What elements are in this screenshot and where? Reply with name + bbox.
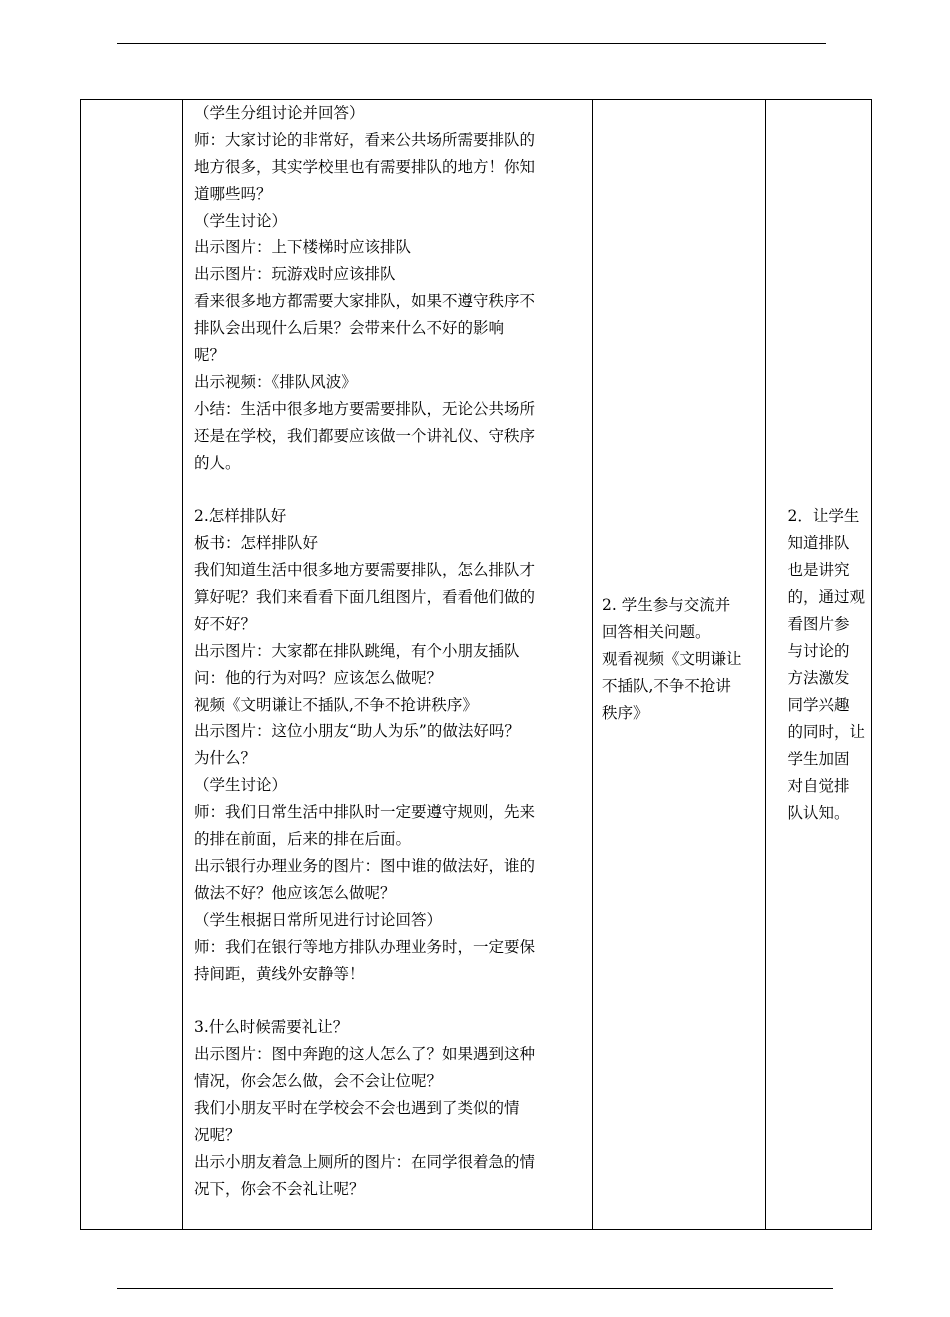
process-line: 为什么？ bbox=[194, 749, 257, 768]
process-line: 出示视频：《排队风波》 bbox=[194, 372, 357, 391]
process-line: 问：他的行为对吗？应该怎么做呢？ bbox=[194, 668, 443, 687]
process-line: 况下，你会不会礼让呢？ bbox=[194, 1179, 365, 1198]
process-line: 况呢？ bbox=[194, 1125, 241, 1144]
process-line: 我们小朋友平时在学校会不会也遇到了类似的情 bbox=[194, 1098, 520, 1117]
design-intent-line: 知道排队 bbox=[787, 533, 850, 552]
process-line: 地方很多，其实学校里也有需要排队的地方！你知 bbox=[194, 157, 536, 176]
blank-line bbox=[194, 476, 584, 503]
process-line: 算好呢？我们来看看下面几组图片，看看他们做的 bbox=[194, 588, 536, 607]
design-intent-line: 对自觉排 bbox=[787, 776, 850, 795]
process-line: 2.怎样排队好 bbox=[194, 507, 287, 526]
process-line: 出示图片：大家都在排队跳绳，有个小朋友插队 bbox=[194, 641, 520, 660]
process-line: 板书：怎样排队好 bbox=[194, 534, 319, 553]
student-activity-line: 秩序》 bbox=[602, 703, 649, 722]
design-intent-line: 的，通过观 bbox=[787, 587, 866, 606]
student-activity-line: 不插队,不争不抢讲 bbox=[602, 676, 731, 695]
section-cell bbox=[81, 100, 183, 1230]
process-line: （学生分组讨论并回答） bbox=[194, 104, 365, 122]
footer-rule bbox=[117, 1288, 833, 1289]
process-line: 做法不好？他应该怎么做呢？ bbox=[194, 883, 396, 902]
process-line: 师：我们在银行等地方排队办理业务时，一定要保 bbox=[194, 937, 536, 956]
process-line: 出示图片：图中奔跑的这人怎么了？如果遇到这种 bbox=[194, 1045, 536, 1064]
header-rule bbox=[117, 43, 826, 44]
process-line: 的人。 bbox=[194, 453, 241, 472]
design-intent-line: 学生加固 bbox=[787, 749, 850, 768]
blank-line bbox=[194, 987, 584, 1014]
process-line: 小结：生活中很多地方要需要排队，无论公共场所 bbox=[194, 399, 536, 418]
process-line: （学生讨论） bbox=[194, 211, 288, 230]
process-line: 师：大家讨论的非常好，看来公共场所需要排队的 bbox=[194, 130, 536, 149]
process-line: 3.什么时候需要礼让？ bbox=[194, 1018, 349, 1037]
process-line: 情况，你会怎么做，会不会让位呢？ bbox=[194, 1072, 443, 1091]
process-line: 持间距，黄线外安静等！ bbox=[194, 964, 365, 983]
process-line: 好不好？ bbox=[194, 614, 257, 633]
process-line: 道哪些吗？ bbox=[194, 184, 272, 203]
student-activity-line: 2. 学生参与交流并 bbox=[602, 596, 731, 615]
teaching-process-cell bbox=[183, 100, 593, 1230]
design-intent-line: 方法激发 bbox=[787, 668, 850, 687]
process-line: 的排在前面，后来的排在后面。 bbox=[194, 830, 412, 849]
design-intent-text bbox=[787, 503, 866, 827]
process-line: 出示图片：这位小朋友“助人为乐”的做法好吗？ bbox=[194, 722, 520, 741]
process-line: 出示图片：上下楼梯时应该排队 bbox=[194, 238, 412, 257]
process-line: 还是在学校，我们都要应该做一个讲礼仪、守秩序 bbox=[194, 426, 536, 445]
design-intent-line: 队认知。 bbox=[787, 803, 850, 822]
student-activity-line: 观看视频《文明谦让 bbox=[602, 650, 742, 669]
lesson-plan-table bbox=[80, 99, 872, 1230]
design-intent-line: 同学兴趣 bbox=[787, 695, 850, 714]
process-line: 视频《文明谦让不插队,不争不抢讲秩序》 bbox=[194, 695, 478, 714]
process-line: 看来很多地方都需要大家排队，如果不遵守秩序不 bbox=[194, 292, 536, 311]
design-intent-cell bbox=[766, 100, 872, 1230]
table-row bbox=[81, 100, 872, 1230]
design-intent-line: 看图片参 bbox=[787, 614, 850, 633]
process-line: 呢？ bbox=[194, 346, 226, 365]
student-activity-line: 回答相关问题。 bbox=[602, 623, 711, 642]
design-intent-line: 2．让学生 bbox=[787, 506, 860, 525]
design-intent-line: 也是讲究 bbox=[787, 560, 850, 579]
student-activity-cell bbox=[593, 100, 766, 1230]
process-line: 出示小朋友着急上厕所的图片：在同学很着急的情 bbox=[194, 1152, 536, 1171]
process-line: （学生根据日常所见进行讨论回答） bbox=[194, 910, 443, 929]
process-line: 出示银行办理业务的图片：图中谁的做法好，谁的 bbox=[194, 856, 536, 875]
process-line: 出示图片：玩游戏时应该排队 bbox=[194, 265, 396, 284]
process-line: （学生讨论） bbox=[194, 776, 288, 795]
process-line: 排队会出现什么后果？会带来什么不好的影响 bbox=[194, 319, 505, 338]
process-line: 师：我们日常生活中排队时一定要遵守规则，先来 bbox=[194, 803, 536, 822]
process-line: 我们知道生活中很多地方要需要排队，怎么排队才 bbox=[194, 561, 536, 580]
student-activity-text bbox=[593, 592, 765, 726]
teaching-process-text bbox=[183, 100, 592, 1203]
design-intent-line: 的同时，让 bbox=[787, 722, 866, 741]
design-intent-line: 与讨论的 bbox=[787, 641, 850, 660]
